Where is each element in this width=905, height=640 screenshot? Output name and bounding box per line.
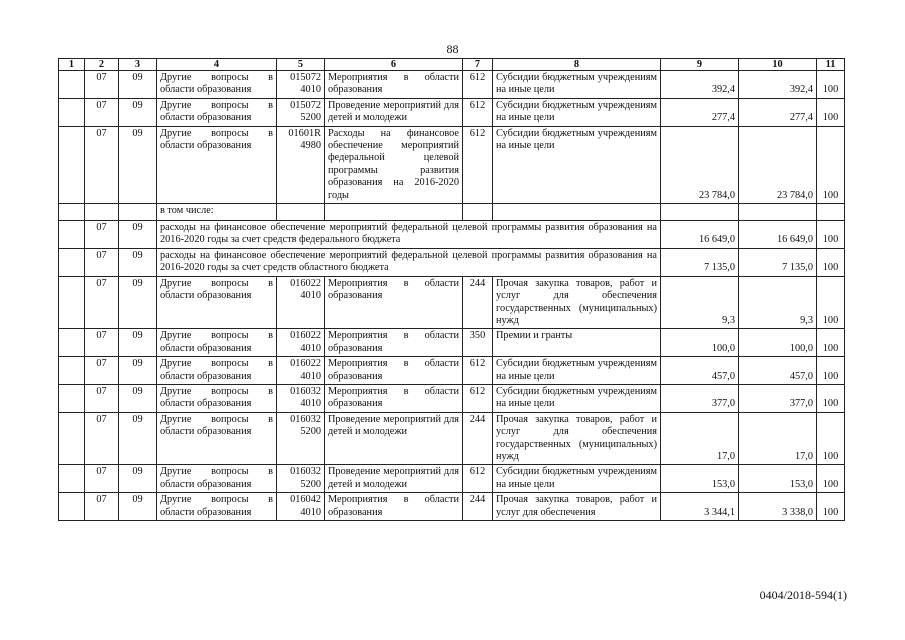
cell-target-name: Проведение мероприятий для детей и молодежи — [325, 98, 463, 126]
cell-note: в том числе: — [157, 204, 277, 221]
page-number: 88 — [446, 42, 459, 56]
cell-percent: 100 — [817, 221, 845, 249]
budget-table — [58, 58, 845, 521]
column-header-8: 8 — [493, 59, 661, 71]
cell-subsection: 09 — [119, 98, 157, 126]
cell-plan: 153,0 — [661, 465, 739, 493]
cell-expense-type: 612 — [463, 465, 493, 493]
cell-target-code: 016032 4010 — [277, 384, 325, 412]
cell-empty — [59, 276, 85, 329]
cell-name: Другие вопросы в области образования — [157, 98, 277, 126]
cell-percent: 100 — [817, 384, 845, 412]
table-row — [59, 384, 845, 412]
column-header-6: 6 — [325, 59, 463, 71]
cell-subsection: 09 — [119, 276, 157, 329]
cell-percent: 100 — [817, 98, 845, 126]
cell-section: 07 — [85, 357, 119, 385]
cell-empty — [493, 204, 661, 221]
cell-section: 07 — [85, 126, 119, 203]
cell-target-code: 016022 4010 — [277, 329, 325, 357]
cell-subsection: 09 — [119, 357, 157, 385]
cell-expense-name: Субсидии бюджетным учреждениям на иные цели — [493, 126, 661, 203]
cell-plan: 16 649,0 — [661, 221, 739, 249]
cell-actual: 457,0 — [739, 357, 817, 385]
cell-expense-type: 612 — [463, 384, 493, 412]
cell-expense-type: 350 — [463, 329, 493, 357]
cell-section: 07 — [85, 248, 119, 276]
column-header-7: 7 — [463, 59, 493, 71]
cell-name: Другие вопросы в области образования — [157, 276, 277, 329]
cell-expense-type: 244 — [463, 493, 493, 521]
cell-target-code: 016022 4010 — [277, 357, 325, 385]
cell-expense-name: Премии и гранты — [493, 329, 661, 357]
cell-percent: 100 — [817, 71, 845, 99]
cell-actual: 7 135,0 — [739, 248, 817, 276]
column-header-9: 9 — [661, 59, 739, 71]
cell-actual: 23 784,0 — [739, 126, 817, 203]
cell-subsection: 09 — [119, 221, 157, 249]
cell-expense-type: 612 — [463, 126, 493, 203]
cell-empty — [59, 71, 85, 99]
table-row — [59, 204, 845, 221]
cell-empty — [59, 329, 85, 357]
cell-section: 07 — [85, 493, 119, 521]
cell-expense-name: Субсидии бюджетным учреждениям на иные цели — [493, 465, 661, 493]
cell-section: 07 — [85, 329, 119, 357]
cell-empty — [277, 204, 325, 221]
cell-target-name: Расходы на финансовое обеспечение мероприятий федеральной целевой программы развития образования на 2016-2020 годы — [325, 126, 463, 203]
cell-actual: 392,4 — [739, 71, 817, 99]
cell-plan: 23 784,0 — [661, 126, 739, 203]
cell-empty — [463, 204, 493, 221]
table-row — [59, 493, 845, 521]
cell-percent: 100 — [817, 412, 845, 465]
cell-expense-name: Субсидии бюджетным учреждениям на иные цели — [493, 357, 661, 385]
cell-percent: 100 — [817, 493, 845, 521]
cell-expense-name: Субсидии бюджетным учреждениям на иные цели — [493, 71, 661, 99]
cell-expense-name: Прочая закупка товаров, работ и услуг для обеспечения государственных (муниципальных) нужд — [493, 276, 661, 329]
cell-target-name: Мероприятия в области образования — [325, 384, 463, 412]
cell-actual: 277,4 — [739, 98, 817, 126]
cell-expense-name: Субсидии бюджетным учреждениям на иные цели — [493, 384, 661, 412]
cell-plan: 277,4 — [661, 98, 739, 126]
cell-name: Другие вопросы в области образования — [157, 71, 277, 99]
cell-subsection: 09 — [119, 465, 157, 493]
cell-percent: 100 — [817, 276, 845, 329]
cell-percent: 100 — [817, 465, 845, 493]
cell-expense-type: 244 — [463, 412, 493, 465]
cell-target-name: Мероприятия в области образования — [325, 357, 463, 385]
cell-plan: 457,0 — [661, 357, 739, 385]
column-header-10: 10 — [739, 59, 817, 71]
cell-expense-type: 612 — [463, 71, 493, 99]
cell-target-name: Мероприятия в области образования — [325, 329, 463, 357]
cell-empty — [59, 248, 85, 276]
cell-target-code: 015072 4010 — [277, 71, 325, 99]
cell-empty — [739, 204, 817, 221]
cell-name: Другие вопросы в области образования — [157, 357, 277, 385]
table-row — [59, 465, 845, 493]
cell-target-code: 016042 4010 — [277, 493, 325, 521]
cell-name: Другие вопросы в области образования — [157, 384, 277, 412]
column-header-1: 1 — [59, 59, 85, 71]
table-row — [59, 357, 845, 385]
cell-plan: 17,0 — [661, 412, 739, 465]
column-header-3: 3 — [119, 59, 157, 71]
table-row — [59, 221, 845, 249]
cell-actual: 9,3 — [739, 276, 817, 329]
cell-target-code: 01601R 4980 — [277, 126, 325, 203]
table-row — [59, 412, 845, 465]
cell-target-code: 016032 5200 — [277, 412, 325, 465]
document-code: 0404/2018-594(1) — [759, 588, 847, 602]
cell-plan: 9,3 — [661, 276, 739, 329]
cell-plan: 392,4 — [661, 71, 739, 99]
cell-percent: 100 — [817, 248, 845, 276]
cell-subsection: 09 — [119, 71, 157, 99]
cell-empty — [59, 204, 85, 221]
cell-section: 07 — [85, 384, 119, 412]
cell-empty — [59, 126, 85, 203]
cell-target-name: Мероприятия в области образования — [325, 71, 463, 99]
cell-actual: 100,0 — [739, 329, 817, 357]
cell-expense-name: Прочая закупка товаров, работ и услуг для обеспечения — [493, 493, 661, 521]
cell-name: Другие вопросы в области образования — [157, 126, 277, 203]
cell-plan: 3 344,1 — [661, 493, 739, 521]
cell-expense-type: 612 — [463, 357, 493, 385]
cell-target-name: Проведение мероприятий для детей и молодежи — [325, 465, 463, 493]
cell-actual: 17,0 — [739, 412, 817, 465]
column-header-2: 2 — [85, 59, 119, 71]
cell-section: 07 — [85, 98, 119, 126]
cell-expense-type: 612 — [463, 98, 493, 126]
cell-name: Другие вопросы в области образования — [157, 412, 277, 465]
table-row — [59, 126, 845, 203]
cell-actual: 16 649,0 — [739, 221, 817, 249]
cell-empty — [59, 412, 85, 465]
cell-section: 07 — [85, 276, 119, 329]
cell-subsection: 09 — [119, 412, 157, 465]
cell-subsection: 09 — [119, 493, 157, 521]
cell-empty — [119, 204, 157, 221]
cell-empty — [59, 493, 85, 521]
table-row — [59, 98, 845, 126]
cell-empty — [325, 204, 463, 221]
cell-actual: 3 338,0 — [739, 493, 817, 521]
cell-section: 07 — [85, 71, 119, 99]
table-row — [59, 276, 845, 329]
cell-expense-name: Субсидии бюджетным учреждениям на иные цели — [493, 98, 661, 126]
cell-percent: 100 — [817, 357, 845, 385]
header-row — [59, 59, 845, 71]
cell-target-name: Мероприятия в области образования — [325, 276, 463, 329]
cell-empty — [59, 357, 85, 385]
cell-expense-name: Прочая закупка товаров, работ и услуг для обеспечения государственных (муниципальных) нужд — [493, 412, 661, 465]
cell-section: 07 — [85, 221, 119, 249]
cell-actual: 377,0 — [739, 384, 817, 412]
cell-actual: 153,0 — [739, 465, 817, 493]
cell-plan: 100,0 — [661, 329, 739, 357]
cell-target-name: Мероприятия в области образования — [325, 493, 463, 521]
cell-description: расходы на финансовое обеспечение мероприятий федеральной целевой программы развития образования на 2016-2020 годы за счет средств областного бюджета — [157, 248, 661, 276]
cell-empty — [59, 465, 85, 493]
cell-name: Другие вопросы в области образования — [157, 329, 277, 357]
cell-empty — [59, 221, 85, 249]
cell-subsection: 09 — [119, 329, 157, 357]
cell-empty — [661, 204, 739, 221]
cell-empty — [817, 204, 845, 221]
cell-target-code: 016022 4010 — [277, 276, 325, 329]
cell-plan: 7 135,0 — [661, 248, 739, 276]
cell-target-code: 016032 5200 — [277, 465, 325, 493]
cell-empty — [85, 204, 119, 221]
cell-name: Другие вопросы в области образования — [157, 493, 277, 521]
cell-empty — [59, 384, 85, 412]
cell-percent: 100 — [817, 126, 845, 203]
table-row — [59, 329, 845, 357]
cell-target-code: 015072 5200 — [277, 98, 325, 126]
cell-empty — [59, 98, 85, 126]
column-header-4: 4 — [157, 59, 277, 71]
table-body — [59, 71, 845, 521]
cell-description: расходы на финансовое обеспечение мероприятий федеральной целевой программы развития образования на 2016-2020 годы за счет средств федерального бюджета — [157, 221, 661, 249]
cell-subsection: 09 — [119, 248, 157, 276]
cell-target-name: Проведение мероприятий для детей и молодежи — [325, 412, 463, 465]
cell-section: 07 — [85, 412, 119, 465]
column-header-5: 5 — [277, 59, 325, 71]
cell-expense-type: 244 — [463, 276, 493, 329]
cell-subsection: 09 — [119, 384, 157, 412]
table-row — [59, 71, 845, 99]
column-header-11: 11 — [817, 59, 845, 71]
cell-plan: 377,0 — [661, 384, 739, 412]
table-row — [59, 248, 845, 276]
cell-subsection: 09 — [119, 126, 157, 203]
cell-percent: 100 — [817, 329, 845, 357]
cell-section: 07 — [85, 465, 119, 493]
cell-name: Другие вопросы в области образования — [157, 465, 277, 493]
